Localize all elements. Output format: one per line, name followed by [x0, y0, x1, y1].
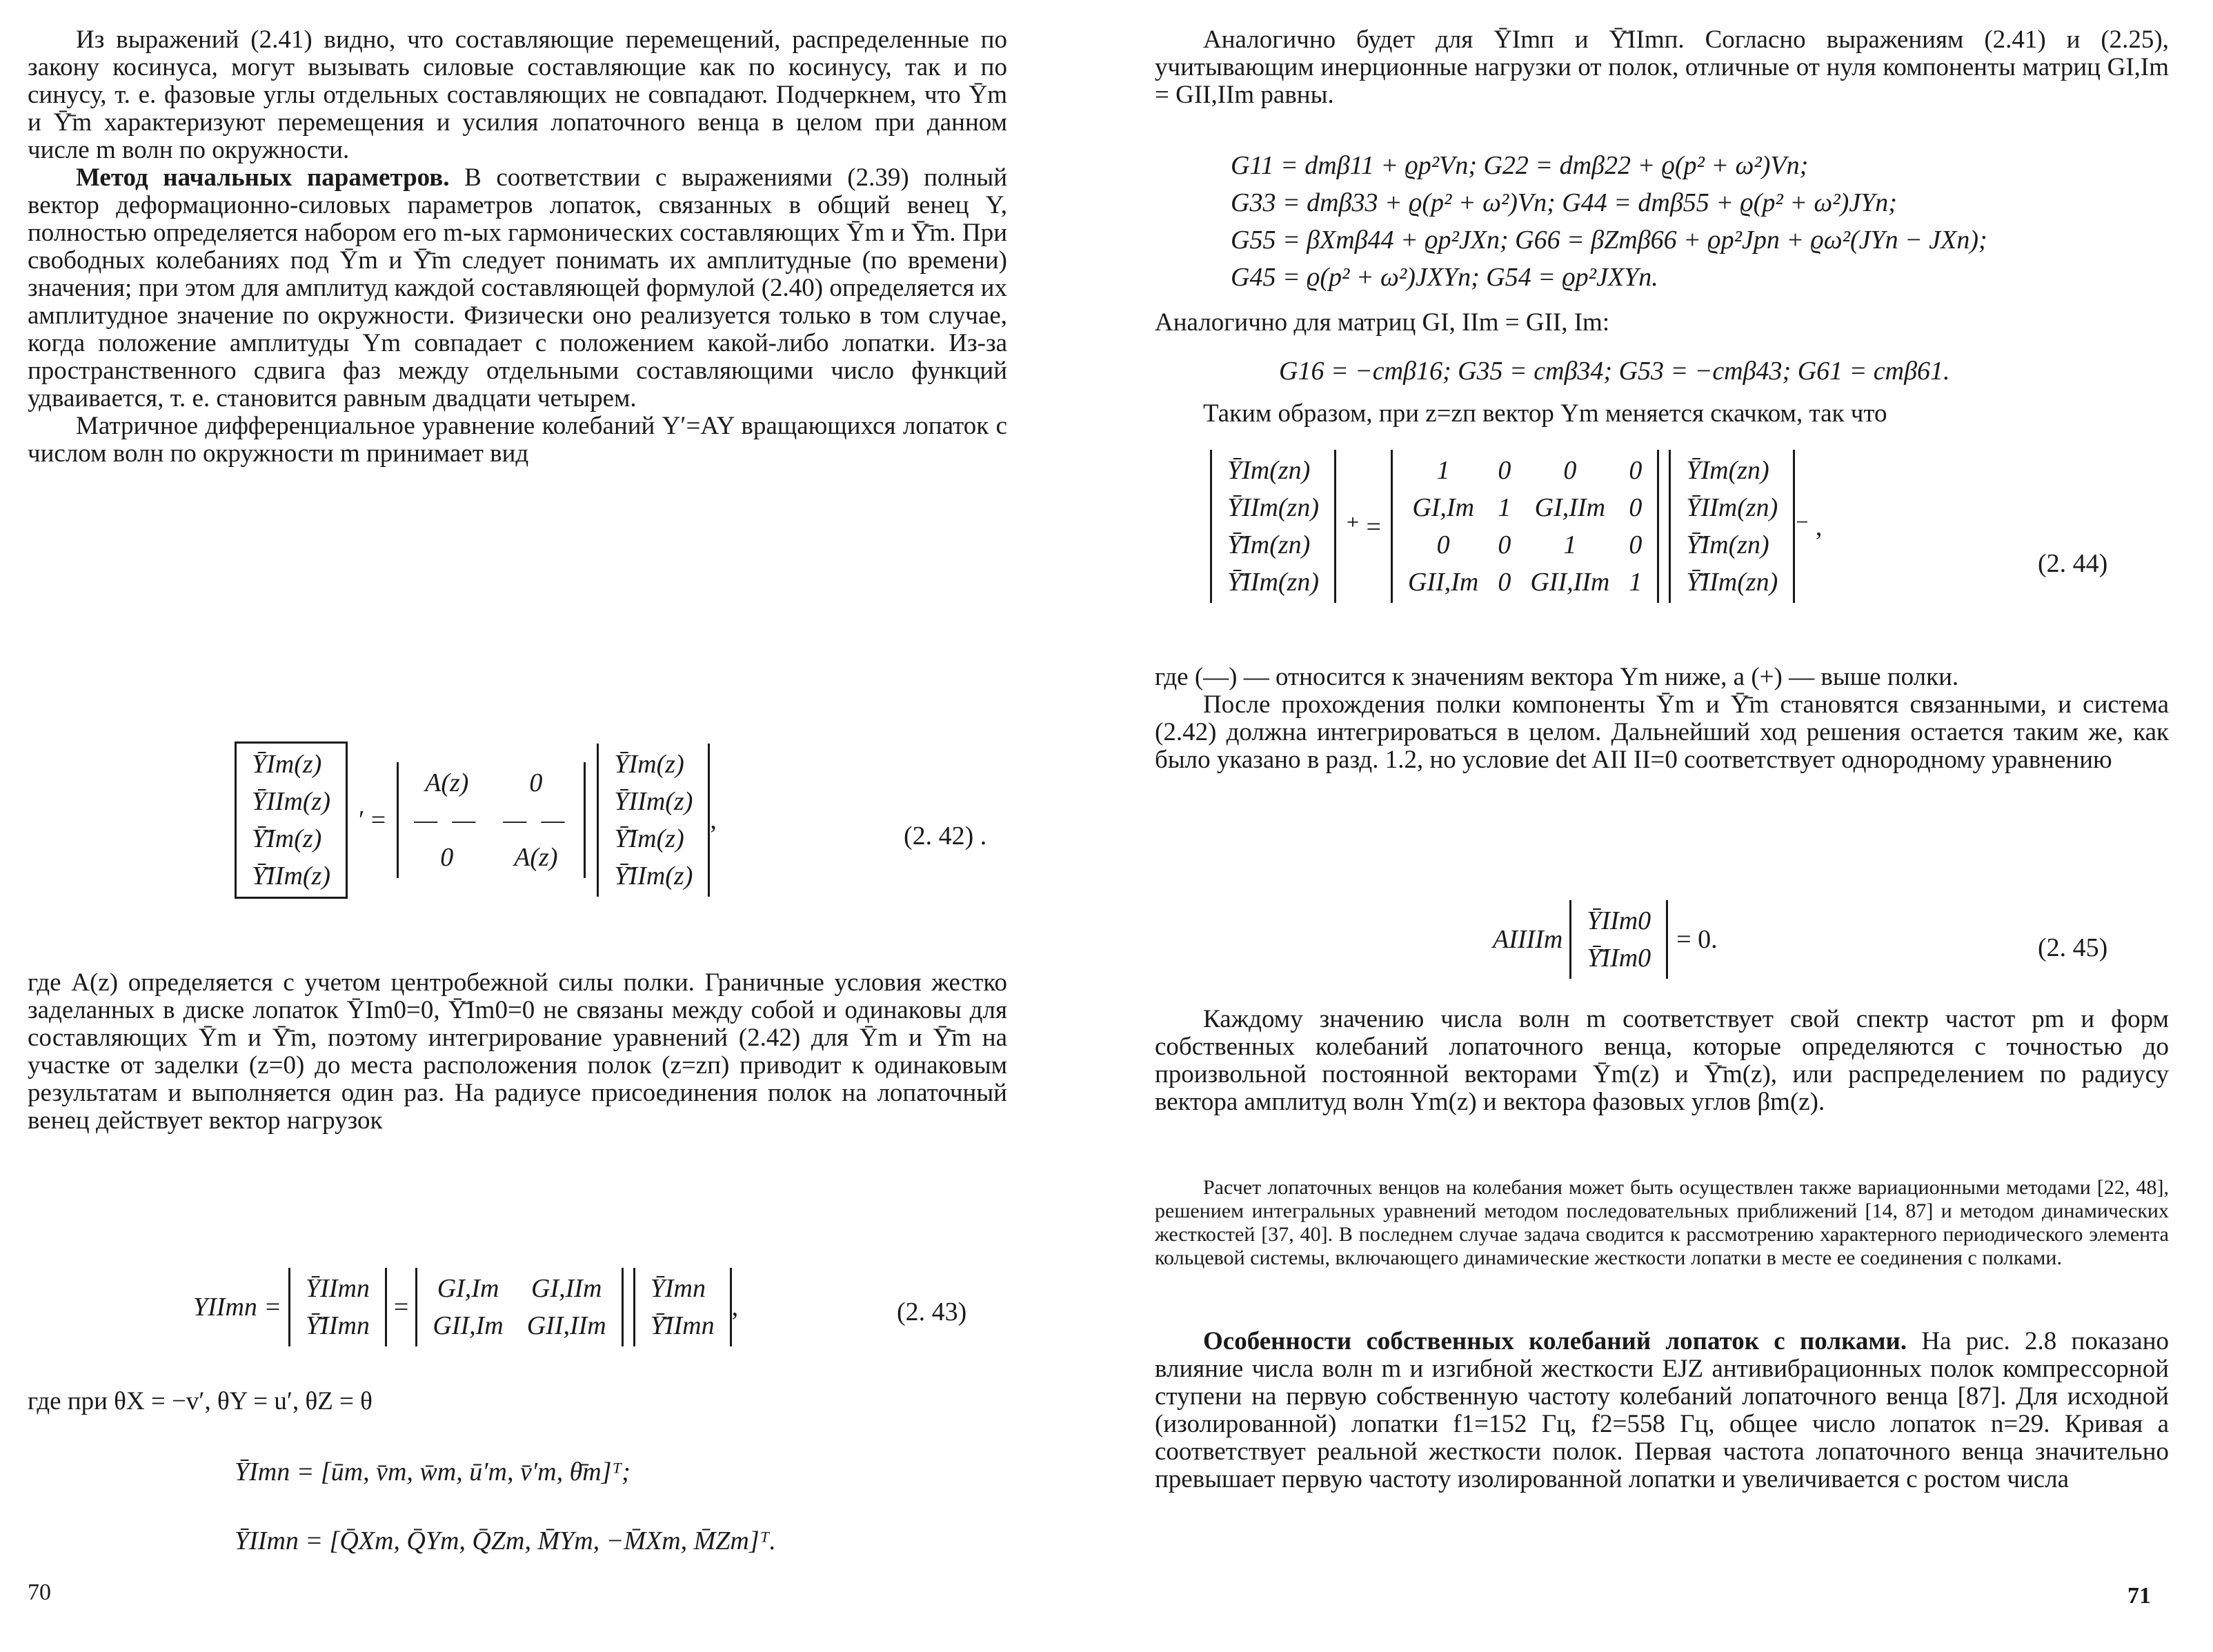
page-number: 70: [28, 1580, 51, 1605]
paragraph: где при θX = −v′, θY = u′, θZ = θ: [28, 1387, 373, 1415]
paragraph-text: В соответствии с выражениями (2.39) полный вектор деформационно-силовых параметров лопаток, связанных в общий венец Y, полностью определяется набором его m-ых гармонических составляющих Ȳm и Ȳ̄m. При свободных колебаниях под Ȳm и Ȳ̄m следует понимать их амплитудные (по времени) значения; при этом для амплитуд каждой составляющей формулой (2.40) определяется их амплитудное значение по окружности. Физически оно реализуется только в том случае, когда положение амплитуды Ym совпадает с положением какой-либо лопатки. Из-за пространственного сдвига фаз между отдельными составляющими число функций удваивается, т. е. становится равным двадцати четырем.: [28, 163, 1007, 412]
matrix-cell: 0: [1498, 530, 1511, 559]
vector-cell: Ȳ̄Im(zп): [1686, 530, 1769, 559]
section-label: Метод начальных параметров.: [76, 163, 450, 192]
matrix-cell: 1: [1629, 568, 1643, 597]
matrix-cell: 1: [1563, 530, 1577, 559]
vector-cell: Ȳ̄IIm(zп): [1227, 568, 1319, 597]
paragraph: Матричное дифференциальное уравнение колебаний Y′=AY вращающихся лопаток с числом волн по окружности m принимает вид: [28, 412, 1007, 468]
vector-cell: ȲIIm(zп): [1686, 493, 1778, 522]
block-zero: 0: [440, 843, 454, 872]
matrix-cell: 0: [1498, 568, 1511, 597]
formula: G33 = dmβ33 + ϱ(p² + ω²)Vп; G44 = dmβ55 + ϱ(p² + ω²)JYп;: [1231, 188, 1897, 217]
right-text: [1155, 309, 2169, 337]
formula: ȲIImп = [Q̄Xm, Q̄Ym, Q̄Zm, M̄Ym, −M̄Xm, M̄Zm]ᵀ.: [235, 1526, 776, 1555]
vector-cell: ȲIIm(z): [614, 787, 693, 816]
equation-2-43: YIImп = ȲIImп Ȳ̄IImп = GI,Im GI,IIm GII,Im GII,IIm ȲImп Ȳ̄IImп ,: [193, 1268, 738, 1346]
vector-cell: ȲIImп: [306, 1274, 370, 1303]
vector-cell: Ȳ̄Im(z): [614, 824, 684, 853]
matrix-cell: 0: [1629, 530, 1643, 559]
eq-rhs: = 0.: [1676, 925, 1718, 954]
vector-cell: Ȳ̄IIm(zп): [1686, 568, 1778, 597]
paragraph: Аналогично для матриц GI, IIm = GII, Im:: [1155, 308, 1610, 337]
matrix-cell: GI,IIm: [531, 1274, 602, 1303]
matrix-cell: 0: [1436, 530, 1450, 559]
matrix-cell: GII,IIm: [526, 1311, 606, 1340]
equation-2-42: ȲIm(z) ȲIIm(z) Ȳ̄Im(z) Ȳ̄IIm(z) ′ = A(z) 0 — — — — 0 A(z) ȲIm(z) ȲIIm(z) Ȳ̄Im(z) Ȳ̄IIm(z) ,: [235, 742, 717, 899]
formula: G55 = βXmβ44 + ϱp²JXп; G66 = βZmβ66 + ϱp²Jpп + ϱω²(JYп − JXп);: [1231, 226, 1987, 255]
matrix-cell: 1: [1436, 456, 1450, 485]
vector-cell: ȲIm(zп): [1686, 456, 1769, 485]
right-text-bottom: [1155, 1328, 2169, 1493]
vector-cell: Ȳ̄IImп: [650, 1311, 715, 1340]
formula: G11 = dmβ11 + ϱp²Vп; G22 = dmβ22 + ϱ(p² + ω²)Vп;: [1231, 151, 1809, 180]
vector-cell: Ȳ̄IIm0: [1587, 944, 1651, 973]
matrix-cell: GII,Im: [1407, 568, 1479, 597]
left-text-bottom: [28, 1388, 1007, 1415]
vector-cell: ȲIm(z): [252, 750, 322, 779]
matrix-cell: 0: [1629, 493, 1643, 522]
right-text: [1155, 400, 2169, 428]
vector-cell: Ȳ̄IImп: [306, 1311, 370, 1340]
vector-cell: ȲIIm0: [1587, 906, 1651, 935]
left-page: [0, 0, 1106, 1652]
paragraph-text: На рис. 2.8 показано влияние числа волн m и изгибной жесткости EJZ антивибрационных полок компрессорной ступени на первую собственную частоту колебаний лопаточного венца [87]. Для исходной (изолированной) лопатки f1=152 Гц, f2=558 Гц, общее число лопаток n=29. Кривая a соответствует реальной жесткости полок. Первая частота лопаточного венца значительно превышает первую частоту изолированной лопатки и увеличивается с ростом числа: [1155, 1327, 2170, 1493]
block-divider: — —: [414, 806, 480, 835]
block-zero: 0: [529, 768, 543, 797]
vector-cell: ȲIIm(z): [252, 787, 330, 816]
vector-cell: Ȳ̄IIm(z): [252, 862, 330, 890]
matrix-cell: GI,Im: [437, 1274, 499, 1303]
paragraph: Из выражений (2.41) видно, что составляющие перемещений, распределенные по закону косинуса, могут вызывать силовые составляющие как по косинусу, так и по синусу, т. е. фазовые углы отдельных составляющих не совпадают. Подчеркнем, что Ȳm и Ȳ̄m характеризуют перемещения и усилия лопаточного венца в целом при данном числе m волн по окружности.: [28, 26, 1007, 164]
section-label: Особенности собственных колебаний лопаток с полками.: [1203, 1327, 1907, 1355]
right-text: [1155, 664, 2169, 774]
equation-number: (2. 45): [2038, 933, 2108, 962]
formula: G16 = −cmβ16; G35 = cmβ34; G53 = −cmβ43; G61 = cmβ61.: [1279, 357, 1950, 386]
eq-lhs: YIImп =: [193, 1293, 282, 1322]
paragraph: где A(z) определяется с учетом центробежной силы полки. Граничные условия жестко заделанных в диске лопаток ȲIm0=0, Ȳ̄Im0=0 не связаны между собой и одинаковы для составляющих Ȳm и Ȳ̄m, поэтому интегрирование уравнений (2.42) для Ȳm и Ȳ̄m на участке от заделки (z=0) до места расположения полок (z=zп) приводит к одинаковым результатам и выполняется один раз. На радиусе присоединения полок на лопаточный венец действует вектор нагрузок: [28, 968, 1007, 1135]
paragraph: Каждому значению числа волн m соответствует свой спектр частот pm и форм собственных колебаний лопаточного венца, которые определяются с точностью до произвольной постоянной векторами Ȳm(z) и Ȳ̄m(z), или распределением по радиусу вектора амплитуд волн Ym(z) и вектора фазовых углов βm(z).: [1155, 1005, 2169, 1116]
paragraph: [1155, 1328, 2169, 1493]
vector-cell: Ȳ̄Im(zп): [1227, 530, 1311, 559]
matrix-cell: 0: [1563, 456, 1577, 485]
paragraph: где (—) — относится к значениям вектора Ym ниже, а (+) — выше полки.: [1155, 663, 1959, 691]
block-a: A(z): [425, 768, 469, 797]
vector-cell: ȲIm(z): [614, 750, 684, 779]
eq-lhs: AIIIIm: [1493, 925, 1563, 954]
paragraph: Таким образом, при z=zп вектор Ym меняется скачком, так что: [1203, 399, 1887, 428]
matrix-cell: GI,IIm: [1534, 493, 1606, 522]
vector-cell: Ȳ̄IIm(z): [614, 862, 693, 890]
equation-number: (2. 42) .: [904, 822, 987, 850]
right-text-top: [1155, 26, 2169, 109]
right-page: [1106, 0, 2213, 1652]
equation-2-44: ȲIm(zп) ȲIIm(zп) Ȳ̄Im(zп) Ȳ̄IIm(zп) ⁺ = 1 0 0 0 GI,Im 1 GI,IIm 0 0 0 1 0 GII,Im 0 GII,IIm 1 ȲIm(zп) ȲIIm(zп) Ȳ̄Im(zп) Ȳ̄IIm(zп) ⁻ ,: [1210, 450, 1822, 603]
block-divider: — —: [503, 806, 569, 835]
block-a: A(z): [514, 843, 558, 872]
equation-number: (2. 44): [2038, 549, 2108, 578]
vector-cell: ȲIIm(zп): [1227, 493, 1319, 522]
paragraph: После прохождения полки компоненты Ȳm и Ȳ̄m становятся связанными, и система (2.42) должна интегрироваться в целом. Дальнейший ход решения остается таким же, как было указано в разд. 1.2, но условие det AII II=0 соответствует однородному уравнению: [1155, 690, 2169, 774]
formula: G45 = ϱ(p² + ω²)JXYп; G54 = ϱp²JXYп.: [1231, 263, 1658, 292]
equation-2-45: [1493, 900, 1718, 979]
formula: ȲImп = [ūm, v̄m, w̄m, ū′m, v̄′m, θ̄m]ᵀ;: [235, 1457, 631, 1486]
paragraph-small: Расчет лопаточных венцов на колебания может быть осуществлен также вариационными методами [22, 48], решением интегральных уравнений методом последовательных приближений [14, 87] и методом динамических жесткостей [37, 40]. В последнем случае задача сводится к рассмотрению характерного периодического элемента кольцевой системы, включающего динамические жесткости лопатки в месте ее соединения с полками.: [1155, 1176, 2169, 1269]
vector-cell: Ȳ̄Im(z): [252, 824, 322, 853]
vector-cell: ȲImп: [650, 1274, 706, 1303]
vector-cell: ȲIm(zп): [1227, 456, 1311, 485]
matrix-cell: 0: [1629, 456, 1643, 485]
right-text: [1155, 1006, 2169, 1116]
matrix-cell: 0: [1498, 456, 1511, 485]
left-text-middle: [28, 969, 1007, 1135]
small-print: [1155, 1176, 2169, 1270]
paragraph: [28, 164, 1007, 412]
left-text-top: [28, 26, 1007, 468]
matrix-cell: GI,Im: [1412, 493, 1475, 522]
paragraph: Аналогично будет для ȲImп и Ȳ̄IImп. Согласно выражениям (2.41) и (2.25), учитывающим инерционные нагрузки от полок, отличные от нуля компоненты матриц GI,Im = GII,IIm равны.: [1155, 26, 2169, 109]
page-number: 71: [2127, 1583, 2151, 1609]
matrix-cell: GII,Im: [433, 1311, 504, 1340]
matrix-cell: GII,IIm: [1530, 568, 1610, 597]
matrix-cell: 1: [1498, 493, 1511, 522]
equation-number: (2. 43): [897, 1297, 967, 1326]
